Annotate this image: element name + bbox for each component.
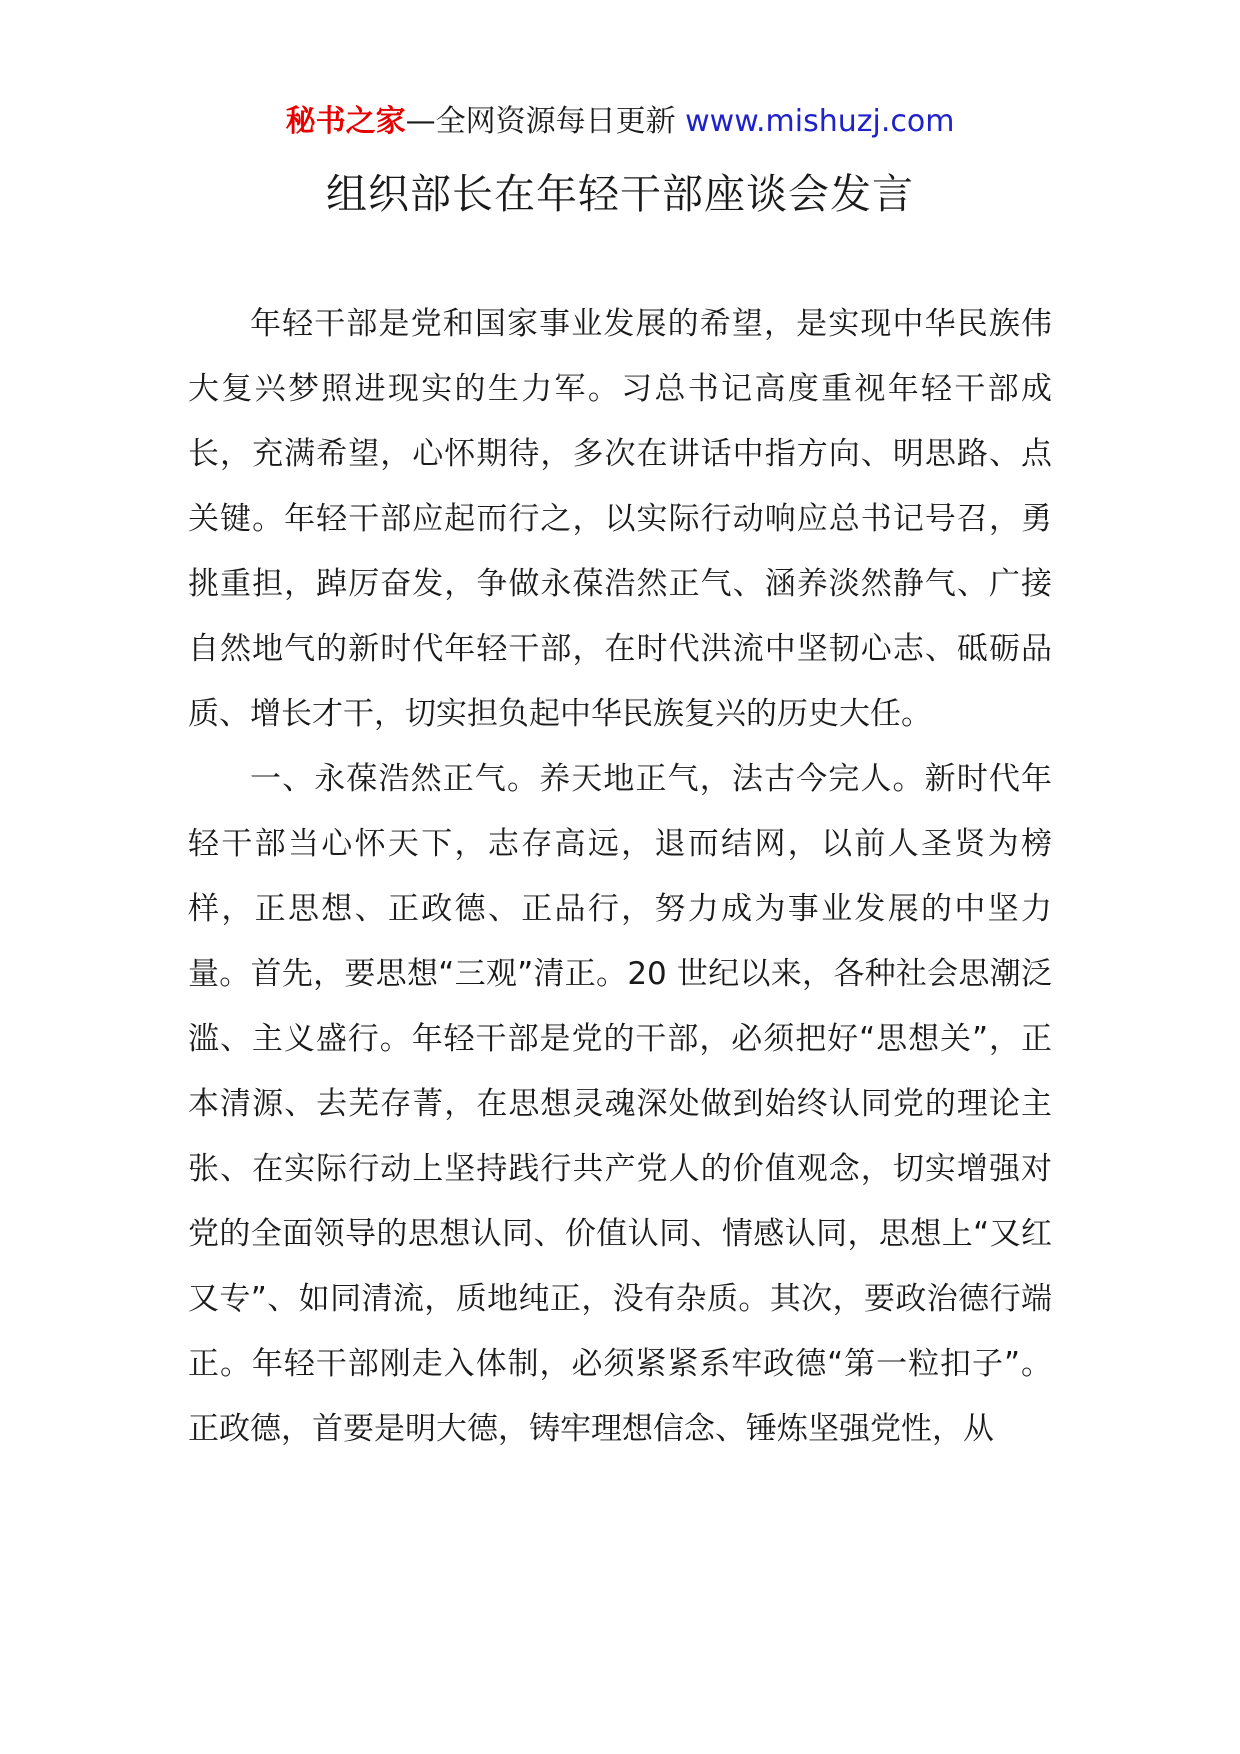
document-body bbox=[188, 292, 1052, 1462]
paragraph-intro: 年轻干部是党和国家事业发展的希望，是实现中华民族伟大复兴梦照进现实的生力军。习总书记高度重视年轻干部成长，充满希望，心怀期待，多次在讲话中指方向、明思路、点关键。年轻干部应起而行之，以实际行动响应总书记号召，勇挑重担，踔厉奋发，争做永葆浩然正气、涵养淡然静气、广接自然地气的新时代年轻干部，在时代洪流中坚韧心志、砥砺品质、增长才干，切实担负起中华民族复兴的历史大任。 bbox=[188, 306, 1052, 732]
header-slogan: —全网资源每日更新 bbox=[405, 104, 686, 139]
paragraph-section-1: 一、永葆浩然正气。养天地正气，法古今完人。新时代年轻干部当心怀天下，志存高远，退而结网，以前人圣贤为榜样，正思想、正政德、正品行，努力成为事业发展的中坚力量。首先，要思想“三观”清正。20 世纪以来，各种社会思潮泛滥、主义盛行。年轻干部是党的干部，必须把好“思想关”，正本清源、去芜存菁，在思想灵魂深处做到始终认同党的理论主张、在实际行动上坚持践行共产党人的价值观念，切实增强对党的全面领导的思想认同、价值认同、情感认同，思想上“又红又专”、如同清流，质地纯正，没有杂质。其次，要政治德行端正。年轻干部刚走入体制，必须紧紧系牢政德“第一粒扣子”。正政德，首要是明大德，铸牢理想信念、锤炼坚强党性，从 bbox=[188, 761, 1052, 1447]
header-banner bbox=[0, 100, 1240, 144]
brand-name: 秘书之家 bbox=[285, 104, 406, 139]
document-title: 组织部长在年轻干部座谈会发言 bbox=[326, 170, 914, 218]
website-link[interactable]: www.mishuzj.com bbox=[685, 104, 955, 139]
